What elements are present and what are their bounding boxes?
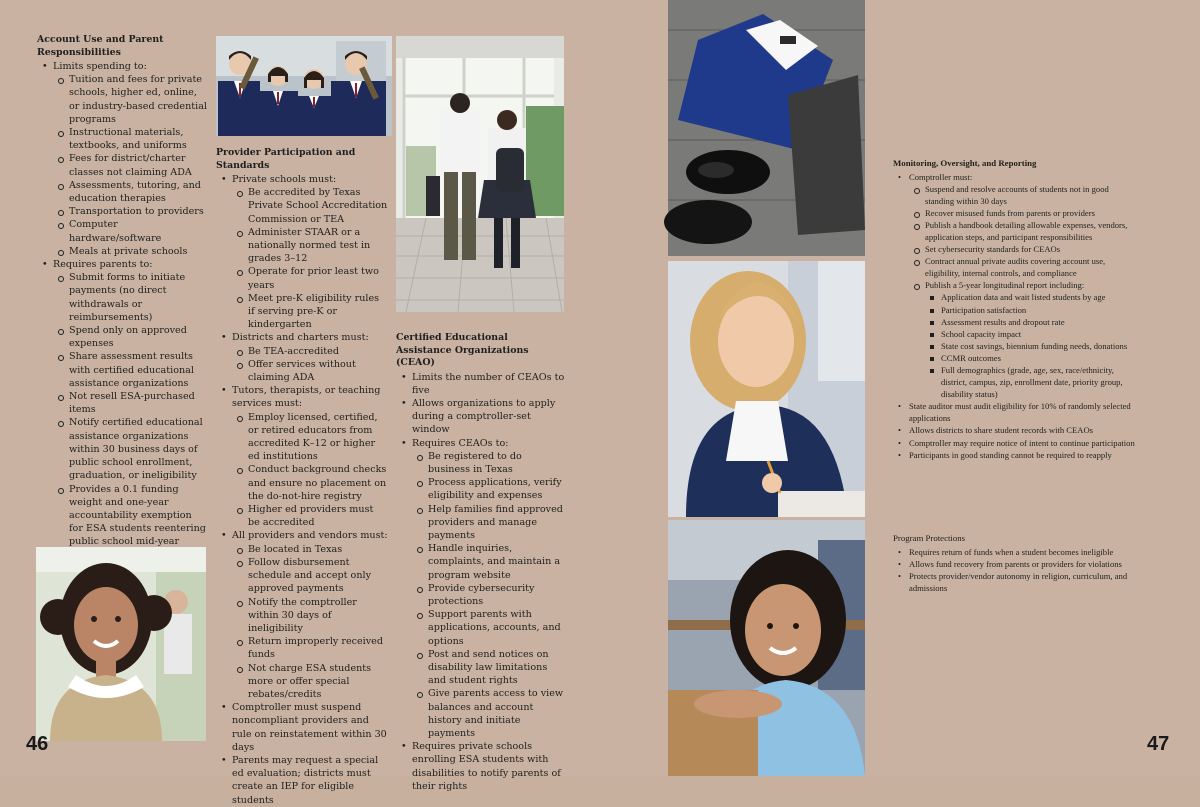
bullet-list [396,371,566,794]
list-item: Computer hardware/software [53,218,207,244]
list-item: • Requires CEAOs to: Be registered to do business in Texas Process applications, verify eligibility and expenses Help families find approved providers and manage payments Handle inquiries, complaints, and maintain a program website Provide cybersecurity protections Support parents with applications, accounts, and options Post and send notices on disability law limitations and student rights Give parents access to view balances and account history and initiate payments [396,437,566,741]
bullet-list [37,60,207,549]
list-item: Meals at private schools [53,245,207,258]
list-item: • Comptroller must suspend noncompliant providers and rule on reinstatement within 30 days [216,701,388,754]
list-item: Submit forms to initiate payments (no direct withdrawals or reimbursements) [53,271,207,324]
section-heading: Certified Educational Assistance Organizations (CEAO) [396,332,529,368]
list-item: Contract annual private audits covering account use, eligibility, internal controls, and compliance [909,255,1138,279]
ceao-section [396,332,566,793]
list-item: • Districts and charters must: Be TEA-accredited Offer services without claiming ADA [216,331,388,384]
list-item: Follow disbursement schedule and accept only approved payments [232,556,388,596]
list-item: • Requires parents to: Submit forms to initiate payments (no direct withdrawals or reimbursements) Spend only on approved expenses Share assessment results with certified educational assistance organizations Not resell ESA-purchased items Notify certified educational assistance organizations within 30 business days of public school enrollment, graduation, or ineligibility Provides a 0.1 funding weight and one-year accountability exemption for ESA students reentering public school mid-year [37,258,207,548]
list-item: Be registered to do business in Texas [412,450,566,476]
list-item: Transportation to providers [53,205,207,218]
list-item: CCMR outcomes [925,352,1138,364]
list-item: Provide cybersecurity protections [412,582,566,608]
list-item: Return improperly received funds [232,635,388,661]
list-item: Application data and wait listed students by age [925,291,1138,303]
list-item: • State auditor must audit eligibility for 10% of randomly selected applications [893,400,1138,424]
section-heading: Monitoring, Oversight, and Reporting [893,158,1037,168]
page-number-left: 46 [26,733,49,755]
girl-in-pinafore-photo [36,547,206,741]
sub-sub-list [925,291,1138,400]
list-item: • Allows districts to share student records with CEAOs [893,424,1138,436]
bullet-list [893,546,1138,594]
list-item: • Private schools must: Be accredited by Texas Private School Accreditation Commission or TEA Administer STAAR or a nationally normed test in grades 3–12 Operate for prior least two years Meet pre-K eligibility rules if serving pre-K or kindergarten [216,173,388,331]
list-item: Be TEA-accredited [232,345,388,358]
list-item: Suspend and resolve accounts of students not in good standing within 30 days [909,183,1138,207]
list-item: Be accredited by Texas Private School Accreditation Commission or TEA [232,186,388,226]
list-item: Notify certified educational assistance organizations within 30 business days of public school enrollment, graduation, or ineligibility [53,416,207,482]
sub-list [53,73,207,258]
list-item: Share assessment results with certified educational assistance organizations [53,350,207,390]
list-item: • Comptroller must: Suspend and resolve accounts of students not in good standing within 30 days Recover misused funds from parents or providers Publish a handbook detailing allowable expenses, vendors, application steps, and participant responsibilities Set cybersecurity standards for CEAOs Contract annual private audits covering account use, eligibility, internal controls, and compliance Publish a 5-year longitudinal report including: Application data and wait listed students by age Participation satisfaction Assessment results and dropout rate School capacity impact State cost savings, biennium funding needs, donations CCMR outcomes Full demographics (grade, age, sex, race/ethnicity, district, campus, zip, enrollment date, priority group, disability status) [893,171,1138,401]
provider-participation-section [216,147,388,807]
students-in-blazers-photo [216,36,392,136]
list-item: Full demographics (grade, age, sex, race/ethnicity, district, campus, zip, enrollment date, priority group, disability status) [925,364,1138,400]
list-item: • Participants in good standing cannot be required to reapply [893,449,1138,461]
list-item: Higher ed providers must be accredited [232,503,388,529]
list-item: • Comptroller may require notice of intent to continue participation [893,437,1138,449]
account-use-section [37,34,207,549]
list-item: Post and send notices on disability law limitations and student rights [412,648,566,688]
bullet-list [893,171,1138,461]
list-item: Help families find approved providers and manage payments [412,503,566,543]
bullet-list [216,173,388,807]
list-item: • Parents may request a special ed evaluation; districts must create an IEP for eligible students [216,754,388,807]
list-item: • Allows organizations to apply during a comptroller-set window [396,397,566,437]
section-heading: Account Use and Parent Responsibilities [37,34,164,58]
list-item: • Requires return of funds when a student becomes ineligible [893,546,1138,558]
list-item: Publish a 5-year longitudinal report including: Application data and wait listed students by age Participation satisfaction Assessment results and dropout rate School capacity impact State cost savings, biennium funding needs, donations CCMR outcomes Full demographics (grade, age, sex, race/ethnicity, district, campus, zip, enrollment date, priority group, disability status) [909,279,1138,400]
list-item: Assessment results and dropout rate [925,316,1138,328]
list-item: Not resell ESA-purchased items [53,390,207,416]
students-walking-photo [396,36,564,312]
list-item: Not charge ESA students more or offer special rebates/credits [232,662,388,702]
girl-writing-photo [668,261,865,517]
list-item: Conduct background checks and ensure no placement on the do-not-hire registry [232,463,388,503]
girl-at-desk-photo [668,520,865,776]
list-item: Operate for prior least two years [232,265,388,291]
list-item: Handle inquiries, complaints, and maintain a program website [412,542,566,582]
sub-list [232,543,388,701]
program-protections-section [893,532,1138,594]
section-heading: Provider Participation and Standards [216,147,356,171]
monitoring-section [893,157,1138,461]
list-item: • Protects provider/vendor autonomy in religion, curriculum, and admissions [893,570,1138,594]
sub-list [232,345,388,385]
list-item: Spend only on approved expenses [53,324,207,350]
sub-list [232,186,388,331]
sub-list [909,183,1138,401]
list-item: Support parents with applications, accounts, and options [412,608,566,648]
sub-list [232,411,388,530]
list-item: • Allows fund recovery from parents or providers for violations [893,558,1138,570]
list-item: • Limits the number of CEAOs to five [396,371,566,397]
sub-list [53,271,207,548]
list-item: Meet pre-K eligibility rules if serving pre-K or kindergarten [232,292,388,332]
section-heading: Program Protections [893,533,966,543]
sub-list [412,450,566,740]
list-item: Tuition and fees for private schools, higher ed, online, or industry-based credential programs [53,73,207,126]
list-item: Offer services without claiming ADA [232,358,388,384]
list-item: • All providers and vendors must: Be located in Texas Follow disbursement schedule and accept only approved payments Notify the comptroller within 30 days of ineligibility Return improperly received funds Not charge ESA students more or offer special rebates/credits [216,529,388,701]
list-item: Fees for district/charter classes not claiming ADA [53,152,207,178]
list-item: Set cybersecurity standards for CEAOs [909,243,1138,255]
list-item: • Requires private schools enrolling ESA students with disabilities to notify parents of their rights [396,740,566,793]
list-item: • Limits spending to: Tuition and fees for private schools, higher ed, online, or industry-based credential programs Instructional materials, textbooks, and uniforms Fees for district/charter classes not claiming ADA Assessments, tutoring, and education therapies Transportation to providers Computer hardware/software Meals at private schools [37,60,207,258]
list-item: Be located in Texas [232,543,388,556]
list-item: State cost savings, biennium funding needs, donations [925,340,1138,352]
list-item: Employ licensed, certified, or retired educators from accredited K–12 or higher ed institutions [232,411,388,464]
page-number-right: 47 [1147,733,1170,755]
uniform-and-shoes-photo [668,0,865,256]
list-item: Instructional materials, textbooks, and uniforms [53,126,207,152]
list-item: Recover misused funds from parents or providers [909,207,1138,219]
list-item: Provides a 0.1 funding weight and one-year accountability exemption for ESA students reentering public school mid-year [53,483,207,549]
list-item: Give parents access to view balances and account history and initiate payments [412,687,566,740]
list-item: School capacity impact [925,328,1138,340]
list-item: Assessments, tutoring, and education therapies [53,179,207,205]
list-item: • Tutors, therapists, or teaching services must: Employ licensed, certified, or retired educators from accredited K–12 or higher ed institutions Conduct background checks and ensure no placement on the do-not-hire registry Higher ed providers must be accredited [216,384,388,529]
list-item: Process applications, verify eligibility and expenses [412,476,566,502]
list-item: Notify the comptroller within 30 days of ineligibility [232,596,388,636]
list-item: Publish a handbook detailing allowable expenses, vendors, application steps, and participant responsibilities [909,219,1138,243]
list-item: Administer STAAR or a nationally normed test in grades 3–12 [232,226,388,266]
list-item: Participation satisfaction [925,304,1138,316]
